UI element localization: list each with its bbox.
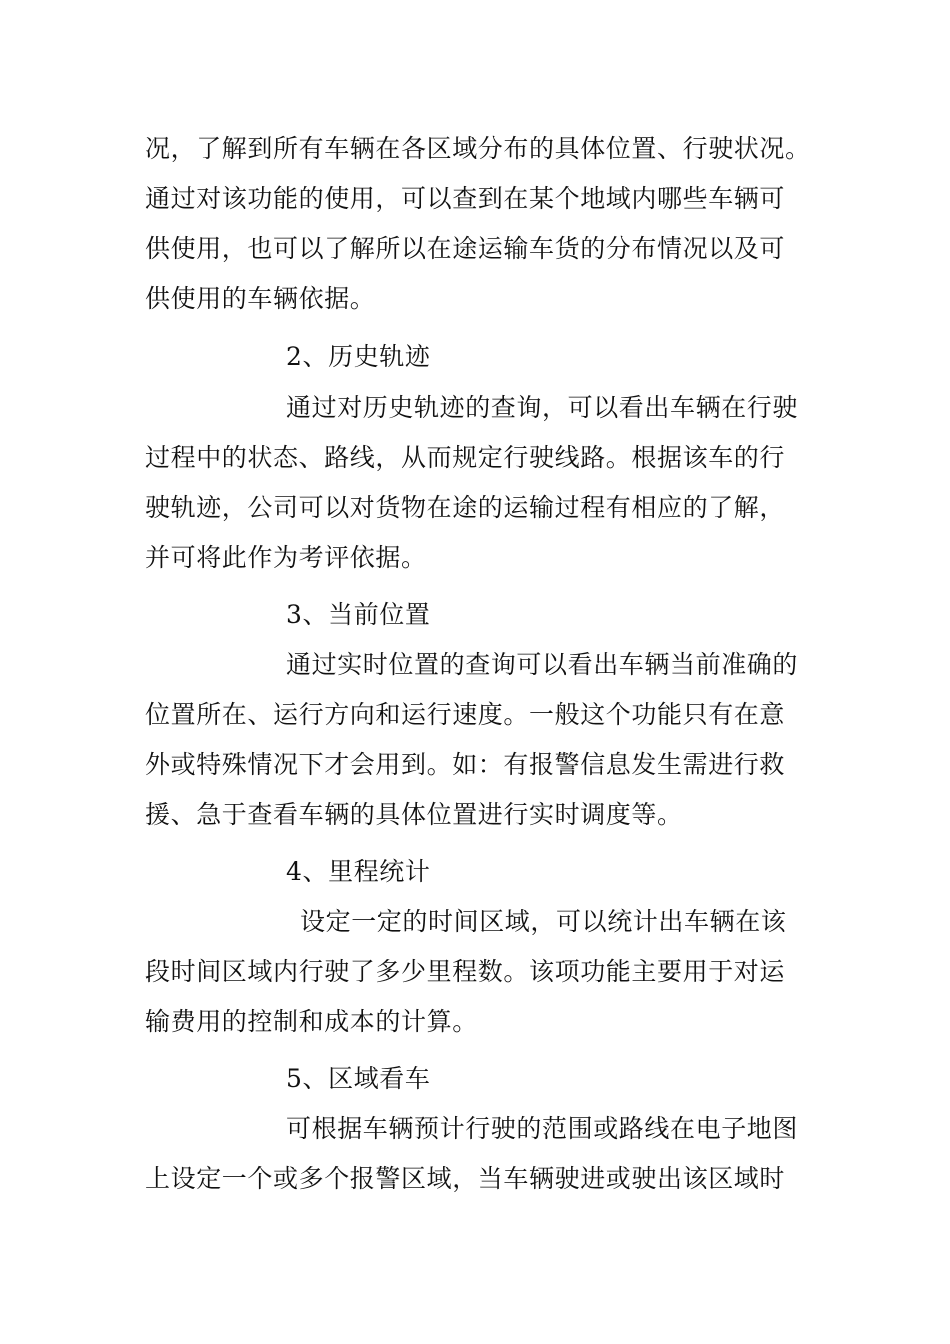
- section-mileage-line-3: 输费用的控制和成本的计算。: [145, 1007, 478, 1036]
- section-mileage-line-1: 设定一定的时间区域，可以统计出车辆在该: [300, 907, 787, 936]
- section-position-line-3: 外或特殊情况下才会用到。如：有报警信息发生需进行救: [145, 750, 786, 779]
- section-position-line-1: 通过实时位置的查询可以看出车辆当前准确的: [286, 650, 799, 679]
- section-heading-current-position: 3、当前位置: [286, 600, 431, 629]
- intro-line-3: 供使用，也可以了解所以在途运输车货的分布情况以及可: [145, 234, 786, 263]
- section-area-line-1: 可根据车辆预计行驶的范围或路线在电子地图: [286, 1114, 799, 1143]
- intro-line-1: 况，了解到所有车辆在各区域分布的具体位置、行驶状况。: [145, 134, 811, 163]
- section-position-line-2: 位置所在、运行方向和运行速度。一般这个功能只有在意: [145, 700, 786, 729]
- section-heading-area-view: 5、区域看车: [286, 1064, 431, 1093]
- section-heading-history-track: 2、历史轨迹: [286, 342, 431, 371]
- section-history-line-1: 通过对历史轨迹的查询，可以看出车辆在行驶: [286, 393, 799, 422]
- section-position-line-4: 援、急于查看车辆的具体位置进行实时调度等。: [145, 800, 683, 829]
- section-history-line-4: 并可将此作为考评依据。: [145, 543, 427, 572]
- section-heading-mileage-stats: 4、里程统计: [286, 857, 431, 886]
- section-area-line-2: 上设定一个或多个报警区域，当车辆驶进或驶出该区域时: [145, 1164, 786, 1193]
- intro-line-4: 供使用的车辆依据。: [145, 284, 376, 313]
- section-history-line-3: 驶轨迹，公司可以对货物在途的运输过程有相应的了解，: [145, 493, 786, 522]
- section-mileage-line-2: 段时间区域内行驶了多少里程数。该项功能主要用于对运: [145, 957, 786, 986]
- section-history-line-2: 过程中的状态、路线，从而规定行驶线路。根据该车的行: [145, 443, 786, 472]
- intro-line-2: 通过对该功能的使用，可以查到在某个地域内哪些车辆可: [145, 184, 786, 213]
